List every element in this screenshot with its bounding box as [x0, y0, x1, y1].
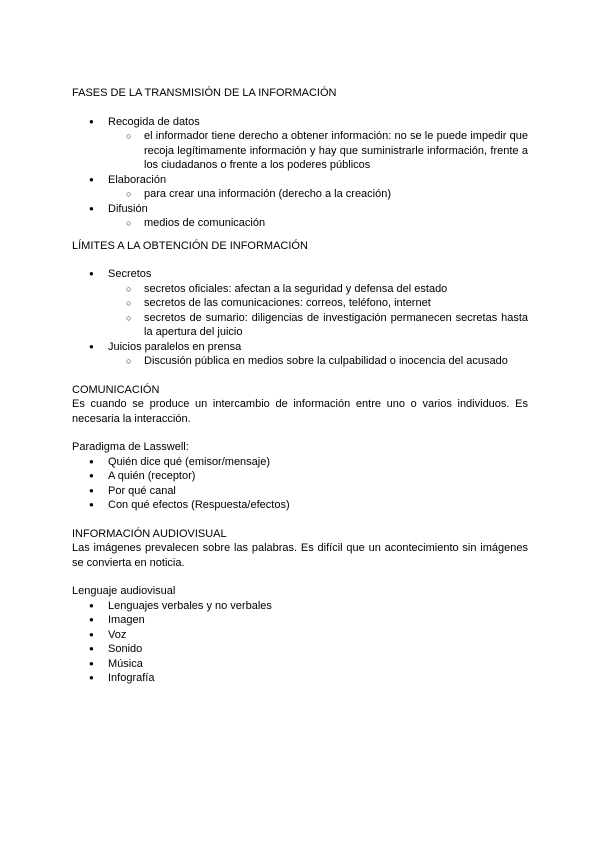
list-item: ● Infografía: [72, 671, 528, 686]
list-item: ● Lenguajes verbales y no verbales: [72, 599, 528, 614]
sublist-item: ○ medios de comunicación: [72, 216, 528, 231]
list-item: [72, 340, 528, 369]
sublist-item: ○ el informador tiene derecho a obtener información: no se le puede impedir que recoja legítimamente información y hay que suministrarle información, frente a los ciudadanos o frente a los poderes públicos: [72, 129, 528, 173]
list-item-label: Elaboración: [108, 173, 167, 186]
list-item: ● Música: [72, 657, 528, 672]
lenguaje-list: [72, 599, 528, 686]
list-item-label: Secretos: [108, 268, 152, 280]
list-item: ● A quién (receptor): [72, 469, 528, 484]
sublist-item: ○ secretos oficiales: afectan a la seguridad y defensa del estado: [72, 282, 528, 297]
list-item: [72, 267, 528, 340]
comunicacion-text: Es cuando se produce un intercambio de información entre uno o varios individuos. Es necesaria la interacción.: [72, 398, 528, 425]
section-title-limites: LÍMITES A LA OBTENCIÓN DE INFORMACIÓN: [72, 239, 308, 252]
section-title-audiovisual: INFORMACIÓN AUDIOVISUAL: [72, 527, 227, 540]
list-item: ● Con qué efectos (Respuesta/efectos): [72, 498, 528, 513]
list-item: ● Voz: [72, 628, 528, 643]
list-item: [72, 202, 528, 231]
sublist: [108, 187, 528, 202]
sublist: [108, 129, 528, 173]
list-item: [72, 173, 528, 202]
list-item: ● Sonido: [72, 642, 528, 657]
section-title-comunicacion: COMUNICACIÓN: [72, 383, 160, 396]
lasswell-list: [72, 455, 528, 513]
section-title-fases: FASES DE LA TRANSMISIÓN DE LA INFORMACIÓN: [72, 87, 337, 99]
limites-list: [72, 267, 528, 369]
list-item: ● Quién dice qué (emisor/mensaje): [72, 455, 528, 470]
list-item-label: Juicios paralelos en prensa: [108, 340, 242, 353]
list-item: ● Por qué canal: [72, 484, 528, 499]
sublist: [108, 354, 528, 369]
list-item-label: Difusión: [108, 202, 148, 215]
lenguaje-subtitle: Lenguaje audiovisual: [72, 585, 176, 597]
list-item: ● Imagen: [72, 613, 528, 628]
sublist-item: ○ para crear una información (derecho a la creación): [72, 187, 528, 202]
sublist-item: ○ secretos de las comunicaciones: correos, teléfono, internet: [72, 296, 528, 311]
audiovisual-text: Las imágenes prevalecen sobre las palabras. Es difícil que un acontecimiento sin imágenes se convierta en noticia.: [72, 542, 528, 569]
sublist-item: ○ secretos de sumario: diligencias de investigación permanecen secretas hasta la apertura del juicio: [72, 311, 528, 340]
document-content: [72, 86, 528, 686]
sublist-item: ○ Discusión pública en medios sobre la culpabilidad o inocencia del acusado: [72, 354, 528, 369]
sublist: [108, 282, 528, 340]
lasswell-subtitle: Paradigma de Lasswell:: [72, 441, 189, 453]
sublist: [108, 216, 528, 231]
list-item: [72, 115, 528, 173]
list-item-label: Recogida de datos: [108, 115, 200, 128]
fases-list: [72, 115, 528, 231]
